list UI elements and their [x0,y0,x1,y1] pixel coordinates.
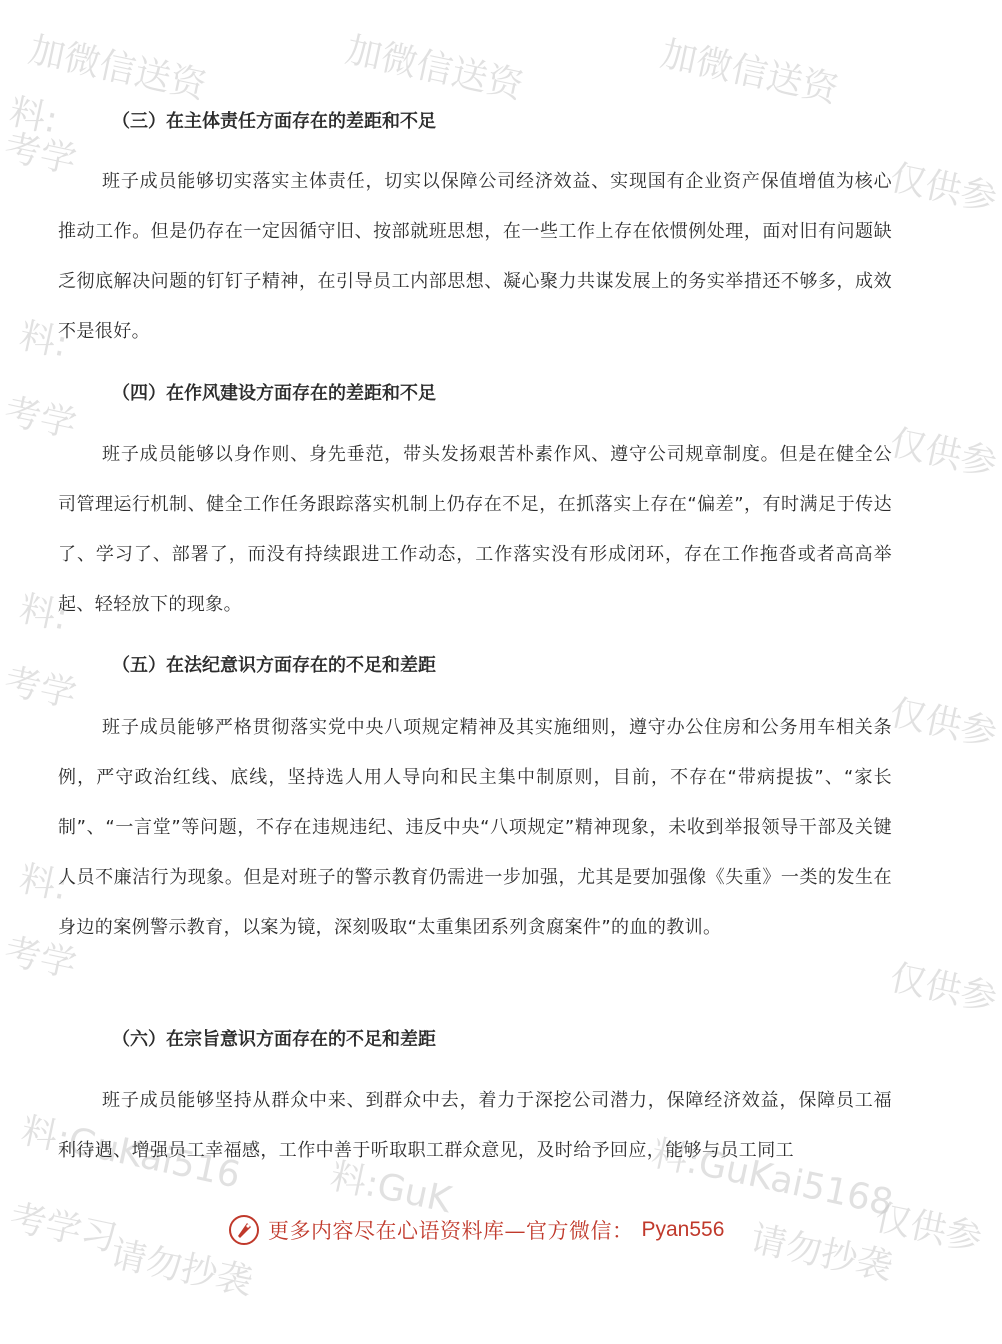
watermark-text: 考学 [0,126,80,182]
watermark-text: 仅供参 [886,422,1001,485]
section-heading-5: （五）在法纪意识方面存在的不足和差距 [112,655,436,676]
footer-wechat-id: Pyan556 [641,1218,725,1241]
section-paragraph-5: 班子成员能够严格贯彻落实党中央八项规定精神及其实施细则，遵守办公住房和公务用车相关条例，严守政治红线、底线，坚持选人用人导向和民主集中制原则，目前，不存在“带病提拔”、“家长制”、“一言堂”等问题，不存在违规违纪、违反中央“八项规定”精神现象，未收到举报领导干部及关键人员不廉洁行为现象。但是对班子的警示教育仍需进一步加强，尤其是要加强像《失重》一类的发生在身边的案例警示教育，以案为镜，深刻吸取“太重集团系列贪腐案件”的血的教训。 [58,717,892,938]
watermark-text: 请勿抄袭 [746,1218,897,1289]
watermark-text: 仅供参 [886,957,1001,1020]
watermark-text: 仅供参 [886,692,1001,755]
footer-text: 更多内容尽在心语资料库—官方微信： [268,1219,634,1243]
watermark-text: 料: [15,858,72,909]
section-paragraph-4: 班子成员能够以身作则、身先垂范，带头发扬艰苦朴素作风、遵守公司规章制度。但是在健全公司管理运行机制、健全工作任务跟踪落实机制上仍存在不足，在抓落实上存在“偏差”，有时满足于传达了、学习了、部署了，而没有持续跟进工作动态，工作落实没有形成闭环，存在工作拖沓或者高高举起、轻轻放下的现象。 [58,444,892,615]
footer-promo [228,1210,724,1250]
watermark-text: 考学 [0,930,80,986]
watermark-text: 考学 [0,660,80,716]
section-heading-6: （六）在宗旨意识方面存在的不足和差距 [112,1029,436,1050]
watermark-text: 仅供参 [871,1197,986,1260]
watermark-text: 仅供参 [886,157,1001,220]
watermark-text: 考学习 [6,1197,121,1260]
watermark-text: 加微信送资 [25,29,210,108]
watermark-text: 料: [15,315,72,366]
watermark-text: 料:GuKai516 [17,1110,244,1197]
watermark-text: 加微信送资 [657,33,842,112]
watermark-text: 料: [15,588,72,639]
watermark-text: 请勿抄袭 [106,1233,257,1304]
section-heading-3: （三）在主体责任方面存在的差距和不足 [112,111,436,132]
watermark-text: 考学 [0,390,80,446]
watermark-text: 加微信送资 [342,29,527,108]
watermark-text: 料: [5,91,62,142]
section-paragraph-6: 班子成员能够坚持从群众中来、到群众中去，着力于深挖公司潜力，保障经济效益，保障员工福利待遇、增强员工幸福感，工作中善于听取职工群众意见，及时给予回应，能够与员工同工 [58,1090,892,1161]
section-paragraph-3: 班子成员能够切实落实主体责任，切实以保障公司经济效益、实现国有企业资产保值增值为核心推动工作。但是仍存在一定因循守旧、按部就班思想，在一些工作上存在依惯例处理，面对旧有问题缺乏彻底解决问题的钉钉子精神，在引导员工内部思想、凝心聚力共谋发展上的务实举措还不够多，成效不是很好。 [58,171,892,342]
pen-nib-icon [228,1214,260,1246]
section-heading-4: （四）在作风建设方面存在的差距和不足 [112,383,436,404]
watermark-text: 料:GuKai5168 [647,1132,897,1225]
watermark-text: 料:GuK [326,1155,455,1222]
